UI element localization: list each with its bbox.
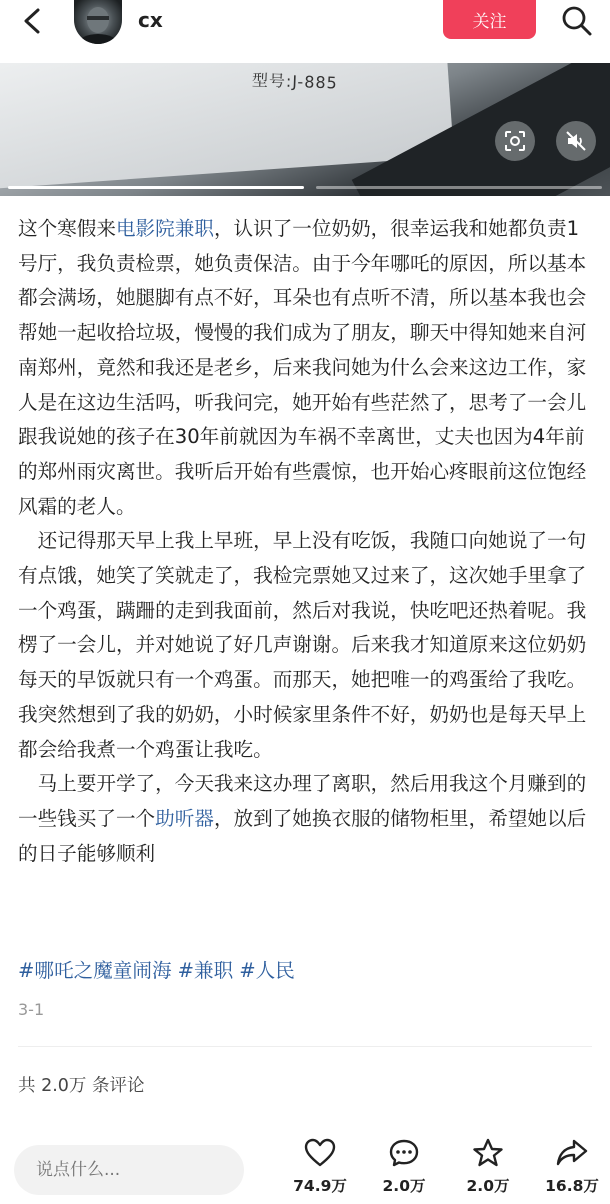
paragraph-text: 马上要开学了，今天我来这办理了离职，然后用我这个月赚到的一些钱买了一个 [18,772,587,830]
paragraph-text: 这个寒假来 [18,217,116,240]
comment-input[interactable] [14,1145,244,1195]
image-stamp-text: 型号:J-885 [251,70,339,93]
post-paragraph [18,524,590,767]
post-image[interactable] [0,63,610,196]
comment-count: 共 2.0万 条评论 [18,1076,145,1096]
paragraph-text: ，放到了她换衣服的储物柜里，希望她以后的日子能够顺利 [18,806,587,865]
like-button[interactable] [284,1138,356,1204]
avatar[interactable] [74,0,122,44]
comment-bubble-icon [388,1138,420,1168]
post-paragraph [18,212,590,524]
search-icon[interactable] [560,4,594,38]
favorite-count: 2.0万 [466,1177,510,1195]
heart-icon [304,1138,336,1168]
comment-button[interactable] [368,1138,440,1204]
divider [18,1046,592,1047]
hashtag[interactable]: #兼职 [177,959,234,982]
hashtag[interactable]: #人民 [239,959,295,982]
share-icon [556,1138,588,1168]
tag-list [18,954,301,988]
mute-button[interactable] [556,121,596,161]
top-bar [0,0,610,44]
mute-icon [565,130,587,152]
hashtag[interactable]: #哪吒之魔童闹海 [18,959,172,982]
follow-button[interactable]: 关注 [443,0,536,39]
post-paragraph [18,767,590,871]
post-body [18,212,590,871]
progress-segment [316,186,602,189]
star-icon [472,1138,504,1168]
like-count: 74.9万 [293,1177,347,1195]
image-index: 3-1 [18,1000,45,1019]
comment-count-short: 2.0万 [382,1177,426,1195]
share-count: 16.8万 [545,1177,599,1195]
paragraph-text: 还记得那天早上我上早班，早上没有吃饭，我随口向她说了一句有点饿，她笑了笑就走了，我检完票她又过来了，这次她手里拿了一个鸡蛋，蹒跚的走到我面前，然后对我说，快吃吧还热着呢。我楞了一会儿，并对她说了好几声谢谢。后来我才知道原来这位奶奶每天的早饭就只有一个鸡蛋。而那天，她把唯一的鸡蛋给了我吃。我突然想到了我的奶奶，小时候家里条件不好，奶奶也是每天早上都会给我煮一个鸡蛋让我吃。 [18,529,587,761]
author-name[interactable]: cx [138,8,163,32]
bottom-action-bar [0,1128,610,1204]
scan-image-button[interactable] [495,121,535,161]
keyword-link[interactable]: 助听器 [155,806,214,830]
keyword-link[interactable]: 电影院兼职 [115,217,214,240]
scan-icon [504,130,526,152]
favorite-button[interactable] [452,1138,524,1204]
share-button[interactable] [536,1138,608,1204]
progress-segment-active [8,186,304,189]
paragraph-text: ，认识了一位奶奶，很幸运我和她都负责1号厅，我负责检票，她负责保洁。由于今年哪吒的原因，所以基本都会满场，她腿脚有点不好，耳朵也有点听不清，所以基本我也会帮她一起收拾垃圾，慢慢的我们成为了朋友，聊天中得知她来自河南郑州，竟然和我还是老乡，后来我问她为什么会来这边工作，家人是在这边生活吗，听我问完，她开始有些茫然了，思考了一会儿跟我说她的孩子在30年前就因为车祸不幸离世，丈夫也因为4年前的郑州雨灾离世。我听后开始有些震惊，也开始心疼眼前这位饱经风霜的老人。 [18,217,587,518]
carousel-progress [8,186,602,189]
back-arrow-icon[interactable] [18,6,48,36]
